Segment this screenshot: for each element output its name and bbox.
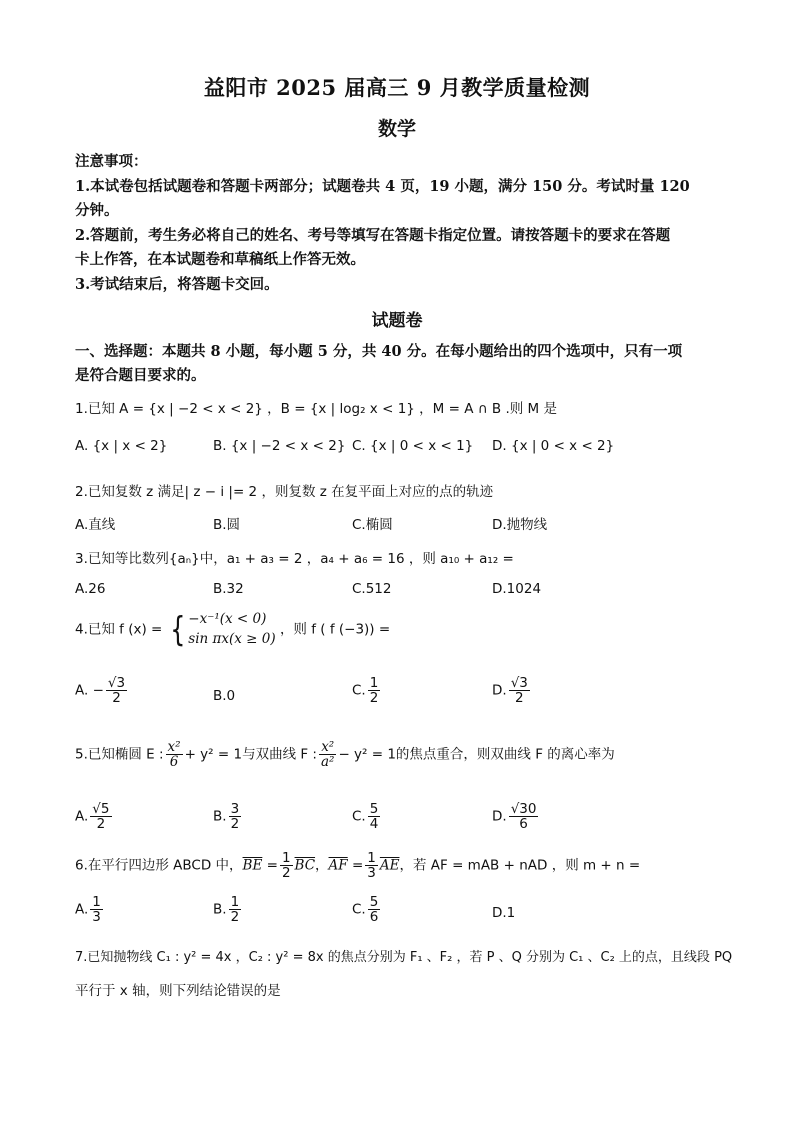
denominator: 6	[519, 816, 528, 833]
numerator: √3	[107, 675, 126, 691]
option-prefix: C.	[352, 682, 366, 699]
denominator: a²	[320, 754, 335, 771]
question-6-option-d: D.1	[492, 905, 516, 921]
numerator: x²	[321, 739, 335, 755]
question-1-option-d: D. {x | 0 < x < 2}	[492, 438, 615, 454]
fraction	[90, 802, 111, 831]
denominator: 6	[169, 754, 179, 771]
numerator: x²	[167, 739, 181, 755]
equals-sign: =	[266, 857, 278, 874]
question-5-option-b	[213, 802, 243, 831]
option-prefix: C.	[352, 901, 366, 918]
numerator: √5	[92, 801, 110, 817]
question-7-stem-line-1: 7.已知抛物线 C₁ : y² = 4x ，C₂ : y² = 8x 的焦点分别为 F₁ 、F₂ ，若 P 、Q 分别为 C₁ 、C₂ 上的点，且线段 PQ	[75, 950, 733, 965]
option-prefix: D.	[492, 808, 507, 825]
piece-1: −x⁻¹(x < 0)	[188, 611, 267, 627]
question-3-option-d: D.1024	[492, 581, 542, 597]
numerator: 5	[369, 894, 379, 910]
fraction	[229, 895, 242, 924]
piece-2: sin πx(x ≥ 0)	[188, 630, 276, 647]
question-6-option-b	[213, 895, 243, 924]
numerator: √30	[510, 801, 537, 817]
notice-heading: 注意事项：	[75, 153, 148, 170]
question-5-stem-prefix: 5.已知椭圆 E :	[75, 746, 164, 763]
question-3-option-a: A.26	[75, 581, 106, 597]
question-1-option-a: A. {x | x < 2}	[75, 438, 168, 454]
equals-sign: =	[351, 857, 364, 874]
fraction	[106, 676, 127, 705]
fraction	[90, 895, 103, 924]
question-5-stem-middle: + y² = 1与双曲线 F :	[184, 746, 317, 763]
numerator: 1	[281, 850, 291, 866]
question-2-option-b: B.圆	[213, 517, 241, 533]
question-3-option-b: B.32	[213, 581, 244, 597]
numerator: 1	[369, 675, 379, 691]
hyperbola-fraction	[319, 740, 336, 769]
option-prefix: D.	[492, 682, 507, 699]
question-4-option-c	[352, 676, 382, 705]
question-2-option-d: D.抛物线	[492, 517, 548, 533]
question-6-condition: ，若 AF = mAB + nAD ，则 m + n =	[399, 857, 641, 874]
exam-title: 益阳市 2025 届高三 9 月教学质量检测	[203, 75, 591, 100]
piecewise-brace: {	[169, 609, 186, 650]
notice-item-2-line-2: 卡上作答，在本试题卷和草稿纸上作答无效。	[75, 251, 365, 268]
notice-item-1-line-1: 1.本试卷包括试题卷和答题卡两部分；试题卷共 4 页，19 小题，满分 150 分。考试时量 120	[75, 178, 690, 195]
question-4-stem	[75, 610, 390, 649]
question-5-stem	[75, 740, 615, 769]
option-prefix: C.	[352, 808, 366, 825]
fraction	[368, 802, 381, 831]
fraction	[368, 676, 381, 705]
denominator: 2	[369, 690, 379, 707]
section-intro-line-1: 一、选择题：本题共 8 小题，每小题 5 分，共 40 分。在每小题给出的四个选项中，只有一项	[75, 343, 683, 360]
ellipse-fraction	[166, 740, 183, 769]
numerator: 5	[369, 801, 379, 817]
question-6-option-c	[352, 895, 382, 924]
question-6-option-a	[75, 895, 105, 924]
denominator: 3	[92, 909, 101, 926]
question-4-stem-prefix: 4.已知 f (x) =	[75, 621, 163, 638]
denominator: 2	[112, 690, 121, 707]
numerator: 1	[92, 894, 101, 910]
numerator: 1	[367, 850, 376, 866]
numerator: 3	[230, 801, 240, 817]
denominator: 2	[514, 690, 524, 707]
fraction	[368, 895, 381, 924]
fraction	[365, 851, 378, 880]
notice-item-2-line-1: 2.答题前，考生务必将自己的姓名、考号等填写在答题卡指定位置。请按答题卡的要求在答题	[75, 227, 671, 244]
question-2-stem: 2.已知复数 z 满足| z − i |= 2 ，则复数 z 在复平面上对应的点的轨迹	[75, 484, 494, 500]
question-3-stem: 3.已知等比数列{aₙ}中，a₁ + a₃ = 2 ，a₄ + a₆ = 16 ，则 a₁₀ + a₁₂ =	[75, 551, 514, 567]
vector-bc: $\overline{BC}$	[294, 857, 316, 874]
piecewise-function	[188, 610, 275, 649]
fraction	[509, 676, 530, 705]
vector-af: $\overline{AF}$	[328, 857, 348, 874]
question-2-option-c: C.椭圆	[352, 517, 393, 533]
numerator: √3	[510, 675, 528, 691]
fraction	[280, 851, 293, 880]
notice-item-3: 3.考试结束后，将答题卡交回。	[75, 276, 279, 293]
denominator: 2	[96, 816, 106, 833]
option-prefix: A.	[75, 901, 89, 918]
fraction	[509, 802, 539, 831]
question-5-option-a	[75, 802, 114, 831]
denominator: 2	[230, 816, 240, 833]
question-1-option-c: C. {x | 0 < x < 1}	[352, 438, 474, 454]
vector-be: $\overline{BE}$	[242, 857, 263, 874]
question-4-stem-suffix: ，则 f ( f (−3)) =	[279, 621, 391, 638]
denominator: 6	[369, 909, 379, 926]
option-prefix: B.	[213, 901, 227, 918]
denominator: 2	[230, 909, 240, 926]
option-prefix: A. −	[75, 682, 104, 699]
question-4-option-d	[492, 676, 532, 705]
question-5-option-c	[352, 802, 382, 831]
question-4-option-b: B.0	[213, 688, 236, 704]
question-7-stem-line-2: 平行于 x 轴，则下列结论错误的是	[75, 983, 281, 999]
numerator: 1	[230, 894, 240, 910]
notice-item-1-line-2: 分钟。	[75, 202, 119, 219]
option-prefix: B.	[213, 808, 227, 825]
denominator: 3	[367, 865, 376, 882]
question-5-option-d	[492, 802, 540, 831]
question-6-stem-prefix: 6.在平行四边形 ABCD 中，	[75, 857, 243, 874]
vector-ae: $\overline{AE}$	[379, 857, 400, 874]
question-1-stem: 1.已知 A = {x | −2 < x < 2} ，B = {x | log₂ x < 1} ，M = A ∩ B .则 M 是	[75, 401, 557, 417]
question-2-option-a: A.直线	[75, 517, 116, 533]
question-4-option-a	[75, 676, 129, 705]
denominator: 2	[281, 865, 291, 882]
denominator: 4	[369, 816, 379, 833]
section-intro-line-2: 是符合题目要求的。	[75, 367, 206, 384]
option-prefix: A.	[75, 808, 89, 825]
question-6-stem	[75, 851, 640, 880]
question-1-option-b: B. {x | −2 < x < 2}	[213, 438, 346, 454]
question-3-option-c: C.512	[352, 581, 392, 597]
fraction	[229, 802, 242, 831]
section-title: 试题卷	[371, 311, 423, 331]
question-5-stem-suffix: − y² = 1的焦点重合，则双曲线 F 的离心率为	[338, 746, 615, 763]
comma: ，	[315, 857, 329, 874]
subject-title: 数学	[377, 118, 416, 140]
